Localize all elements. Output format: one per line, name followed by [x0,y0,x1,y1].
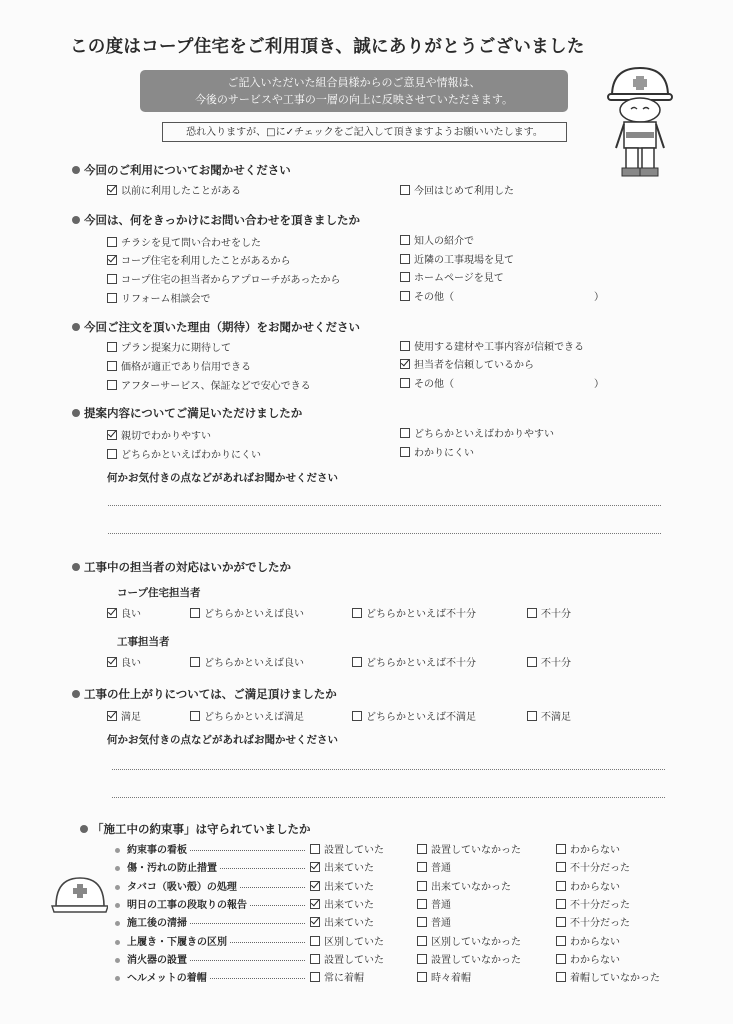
checkbox[interactable] [107,449,117,459]
checkbox[interactable] [417,862,427,872]
checkbox-checked[interactable] [400,359,410,369]
q7-heading: 「施工中の約束事」は守られていましたか [80,821,311,837]
q5-heading: 工事中の担当者の対応はいかがでしたか [72,559,291,575]
checkbox[interactable] [400,272,410,282]
checkbox[interactable] [310,844,320,854]
leader-dots [250,905,305,906]
checkbox[interactable] [400,235,410,245]
checkbox[interactable] [107,342,117,352]
instruction-notice: 恐れ入りますが、□に✓チェックをご記入して頂きますようお願いいたします。 [162,122,567,142]
bullet-icon [72,409,80,417]
checkbox[interactable] [556,954,566,964]
bullet-icon [115,940,120,945]
q7-row-label: 傷・汚れの防止措置 [115,859,217,874]
q4-option[interactable]: わかりにくい [400,444,474,459]
q7-option[interactable]: 出来ていた [310,859,374,874]
q7-row-label: タバコ（吸い殻）の処理 [115,878,237,893]
checkbox-checked[interactable] [107,185,117,195]
bullet-icon [115,903,120,908]
checkbox-checked[interactable] [107,255,117,265]
helmet-icon [50,872,108,918]
checkbox[interactable] [556,972,566,982]
q1-option[interactable]: 以前に利用したことがある [107,182,241,197]
q5-coop-option[interactable]: 不十分 [527,605,571,620]
bullet-icon [72,166,80,174]
checkbox[interactable] [556,917,566,927]
checkbox[interactable] [556,844,566,854]
q1-heading: 今回のご利用についてお聞かせください [72,162,291,178]
checkbox[interactable] [107,237,117,247]
q7-option[interactable]: 普通 [417,896,451,911]
q7-option[interactable]: 区別していなかった [417,933,521,948]
checkbox[interactable] [352,711,362,721]
checkbox[interactable] [400,185,410,195]
q4-comment-line[interactable] [108,505,661,506]
q7-option[interactable]: 常に着帽 [310,969,364,984]
checkbox[interactable] [400,341,410,351]
bullet-icon [115,848,120,853]
leader-dots [240,887,305,888]
checkbox[interactable] [400,378,410,388]
q7-option[interactable]: 出来ていた [310,914,374,929]
q3-option[interactable]: 使用する建材や工事内容が信頼できる [400,338,584,353]
checkbox[interactable] [107,274,117,284]
q7-option[interactable]: 時々着帽 [417,969,471,984]
checkbox[interactable] [310,936,320,946]
q6-option[interactable]: どちらかといえば不満足 [352,708,476,723]
bullet-icon [115,976,120,981]
q5-work-option[interactable]: 不十分 [527,654,571,669]
checkbox[interactable] [310,954,320,964]
checkbox[interactable] [400,447,410,457]
checkbox[interactable] [400,428,410,438]
checkbox[interactable] [417,972,427,982]
q2-option[interactable]: コープ住宅を利用したことがあるから [107,252,291,267]
checkbox[interactable] [556,862,566,872]
q7-option[interactable]: 着帽していなかった [556,969,660,984]
q7-row-label: 上履き・下履きの区別 [115,933,227,948]
q7-option[interactable]: 出来ていた [310,878,374,893]
q6-heading: 工事の仕上がりについては、ご満足頂けましたか [72,686,337,702]
bullet-icon [80,825,88,833]
q7-option[interactable]: 不十分だった [556,914,630,929]
checkbox[interactable] [417,844,427,854]
q6-option[interactable]: どちらかといえば満足 [190,708,304,723]
checkbox[interactable] [417,881,427,891]
checkbox-checked[interactable] [107,608,117,618]
banner-line-1: ご記入いただいた組合員様からのご意見や情報は、 [227,76,481,89]
checkbox[interactable] [400,291,410,301]
q6-comment-line[interactable] [112,769,665,770]
checkbox[interactable] [352,657,362,667]
checkbox[interactable] [107,380,117,390]
q7-option[interactable]: 設置していなかった [417,841,521,856]
q7-option[interactable]: 不十分だった [556,859,630,874]
q5-coop-option[interactable]: どちらかといえば良い [190,605,304,620]
checkbox[interactable] [190,608,200,618]
q5-work-option[interactable]: どちらかといえば良い [190,654,304,669]
bullet-icon [72,216,80,224]
page-title: この度はコープ住宅をご利用頂き、誠にありがとうございました [70,37,585,57]
checkbox-checked[interactable] [107,657,117,667]
bullet-icon [72,563,80,571]
leader-dots [210,978,305,979]
q3-heading: 今回ご注文を頂いた理由（期待）をお聞かせください [72,319,360,335]
checkbox[interactable] [527,657,537,667]
leader-dots [190,923,305,924]
q7-option[interactable]: 区別していた [310,933,384,948]
checkbox[interactable] [417,936,427,946]
banner-line-2: 今後のサービスや工事の一層の向上に反映させていただきます。 [194,93,514,106]
q7-option[interactable]: 設置していた [310,841,384,856]
checkbox-checked[interactable] [310,881,320,891]
bullet-icon [115,866,120,871]
checkbox[interactable] [352,608,362,618]
q3-option[interactable]: プラン提案力に期待して [107,339,231,354]
q3-other-close-paren: ） [594,379,604,390]
checkbox[interactable] [310,972,320,982]
q7-option[interactable]: 普通 [417,914,451,929]
leader-dots [190,850,305,851]
q5-work-option[interactable]: 良い [107,654,141,669]
q2-option[interactable]: リフォーム相談会で [107,290,211,305]
bullet-icon [72,323,80,331]
bullet-icon [115,921,120,926]
q2-option[interactable]: ホームページを見て [400,269,504,284]
q7-row-label: ヘルメットの着帽 [115,969,207,984]
q2-heading: 今回は、何をきっかけにお問い合わせを頂きましたか [72,212,360,228]
q2-option[interactable]: チラシを見て問い合わせをした [107,234,261,249]
q2-other-close-paren: ） [594,292,604,303]
checkbox[interactable] [400,254,410,264]
q4-heading: 提案内容についてご満足いただけましたか [72,405,302,421]
checkbox[interactable] [417,954,427,964]
q4-option[interactable]: どちらかといえばわかりにくい [107,446,261,461]
q4-option[interactable]: 親切でわかりやすい [107,427,211,442]
q7-option[interactable]: わからない [556,841,620,856]
q5-sub-coop-staff: コープ住宅担当者 [117,587,201,599]
q6-comment-line[interactable] [112,797,665,798]
checkbox[interactable] [527,608,537,618]
checkbox-checked[interactable] [310,862,320,872]
q5-coop-option[interactable]: 良い [107,605,141,620]
q7-row-label: 明日の工事の段取りの報告 [115,896,247,911]
checkbox[interactable] [190,711,200,721]
q2-option[interactable]: 知人の紹介で [400,232,474,247]
checkbox-checked[interactable] [310,917,320,927]
checkbox[interactable] [107,293,117,303]
checkbox-checked[interactable] [310,899,320,909]
q4-comment-line[interactable] [108,533,661,534]
checkbox-checked[interactable] [107,430,117,440]
q7-option[interactable]: 出来ていなかった [417,878,511,893]
q7-option[interactable]: 不十分だった [556,896,630,911]
q3-option[interactable]: 価格が適正であり信用できる [107,358,251,373]
q5-coop-option[interactable]: どちらかといえば不十分 [352,605,476,620]
q2-option[interactable]: コープ住宅の担当者からアプローチがあったから [107,271,340,286]
checkbox[interactable] [556,936,566,946]
q3-option[interactable]: 担当者を信頼しているから [400,356,534,371]
checkbox[interactable] [556,881,566,891]
q7-option[interactable]: わからない [556,878,620,893]
q6-option[interactable]: 不満足 [527,708,571,723]
checkbox-checked[interactable] [107,711,117,721]
checkbox[interactable] [417,899,427,909]
checkbox[interactable] [556,899,566,909]
info-banner [140,70,568,112]
q7-option[interactable]: 設置していた [310,951,384,966]
checkbox[interactable] [107,361,117,371]
q3-option[interactable]: アフターサービス、保証などで安心できる [107,377,311,392]
q7-option[interactable]: わからない [556,951,620,966]
q2-option-other[interactable]: その他（ [400,288,454,303]
q5-sub-work-staff: 工事担当者 [117,636,170,648]
q3-option-other[interactable]: その他（ [400,375,454,390]
q7-row-label: 消火器の設置 [115,951,187,966]
q7-option[interactable]: わからない [556,933,620,948]
q6-option[interactable]: 満足 [107,708,141,723]
q6-comment-prompt: 何かお気付きの点などがあればお聞かせください [107,734,338,746]
q7-option[interactable]: 出来ていた [310,896,374,911]
leader-dots [230,942,305,943]
q7-option[interactable]: 設置していなかった [417,951,521,966]
q7-option[interactable]: 普通 [417,859,451,874]
bullet-icon [115,958,120,963]
q2-option[interactable]: 近隣の工事現場を見て [400,251,514,266]
checkbox[interactable] [190,657,200,667]
q4-option[interactable]: どちらかといえばわかりやすい [400,425,554,440]
q5-work-option[interactable]: どちらかといえば不十分 [352,654,476,669]
leader-dots [190,960,305,961]
q4-comment-prompt: 何かお気付きの点などがあればお聞かせください [107,472,338,484]
checkbox[interactable] [417,917,427,927]
q7-row-label: 施工後の清掃 [115,914,187,929]
bullet-icon [115,885,120,890]
bullet-icon [72,690,80,698]
q7-row-label: 約束事の看板 [115,841,187,856]
leader-dots [220,868,305,869]
checkbox[interactable] [527,711,537,721]
q1-option[interactable]: 今回はじめて利用した [400,182,514,197]
worker-mascot-icon [604,62,676,182]
